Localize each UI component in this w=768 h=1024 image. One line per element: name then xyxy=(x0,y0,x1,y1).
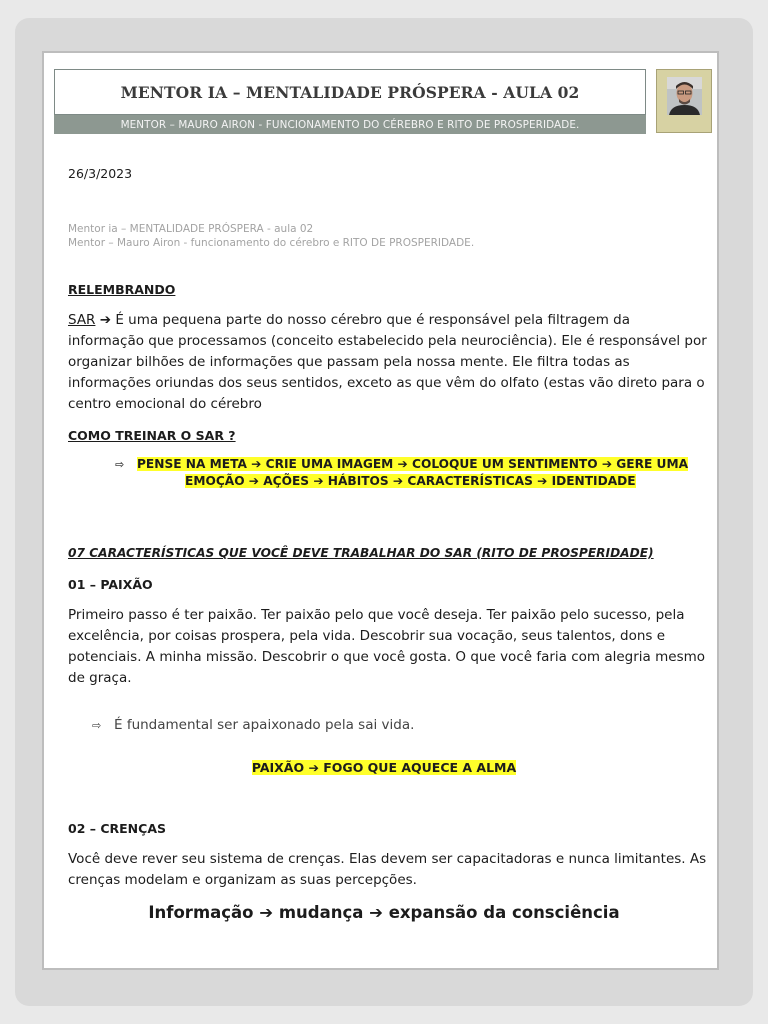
treinar-steps xyxy=(115,456,688,489)
muted-line: Mentor – Mauro Airon - funcionamento do cérebro e RITO DE PROSPERIDADE. xyxy=(68,237,475,249)
arrow-bullet-icon: ⇨ xyxy=(92,719,102,732)
paixao-bullet xyxy=(92,715,414,736)
paixao-bullet-text: É fundamental ser apaixonado pela sai vida. xyxy=(114,717,415,733)
treinar-line-2: EMOÇÃO ➔ AÇÕES ➔ HÁBITOS ➔ CARACTERÍSTICAS ➔ IDENTIDADE xyxy=(185,474,636,488)
author-photo xyxy=(667,77,702,115)
crencas-big-statement: Informação ➔ mudança ➔ expansão da consciência xyxy=(148,903,620,922)
paixao-paragraph: Primeiro passo é ter paixão. Ter paixão pelo que você deseja. Ter paixão pelo sucesso, pela excelência, por coisas prospera, pela vida. Descobrir sua vocação, seus talentos, dons e potenciais. A minha missão. Descobrir o que você gosta. O que você faria com alegria mesmo de graça. xyxy=(68,607,706,686)
arrow-bullet-icon: ⇨ xyxy=(115,458,125,471)
heading-crencas: 02 – CRENÇAS xyxy=(68,821,166,836)
heading-relembrando: RELEMBRANDO xyxy=(68,282,176,297)
sar-description: É uma pequena parte do nosso cérebro que é responsável pela filtragem da informação que processamos (conceito estabelecido pela neurociência). Ele é responsável por organizar bilhões de informações que passam pela nossa mente. Ele filtra todas as informações oriundas dos seus sentidos, exceto as que vêm do olfato (estas vão direto para o centro emocional do cérebro xyxy=(68,312,707,412)
heading-paixao: 01 – PAIXÃO xyxy=(68,577,153,592)
document-subtitle: MENTOR – MAURO AIRON - FUNCIONAMENTO DO CÉREBRO E RITO DE PROSPERIDADE. xyxy=(120,118,580,131)
heading-caracteristicas: 07 CARACTERÍSTICAS QUE VOCÊ DEVE TRABALHAR DO SAR (RITO DE PROSPERIDADE) xyxy=(68,546,654,560)
paixao-highlight-text: PAIXÃO ➔ FOGO QUE AQUECE A ALMA xyxy=(251,760,517,775)
crencas-paragraph: Você deve rever seu sistema de crenças. Elas devem ser capacitadoras e nunca limitantes. As crenças modelam e organizam as suas percepções. xyxy=(68,851,707,888)
heading-como-treinar: COMO TREINAR O SAR ? xyxy=(68,428,236,443)
header-title-box xyxy=(54,69,646,115)
paixao-highlight xyxy=(0,757,768,778)
muted-reference xyxy=(68,222,474,250)
document-title: MENTOR IA – MENTALIDADE PRÓSPERA - AULA 02 xyxy=(120,82,580,102)
author-photo-frame xyxy=(656,69,712,133)
document-date: 26/3/2023 xyxy=(68,166,133,181)
sar-paragraph xyxy=(68,310,708,415)
treinar-line-1: PENSE NA META ➔ CRIE UMA IMAGEM ➔ COLOQUE UM SENTIMENTO ➔ GERE UMA xyxy=(137,457,689,471)
muted-line: Mentor ia – MENTALIDADE PRÓSPERA - aula 02 xyxy=(68,223,314,235)
arrow-icon: ➔ xyxy=(99,312,112,328)
sar-label: SAR xyxy=(68,312,96,328)
header-subtitle-bar xyxy=(54,115,646,134)
